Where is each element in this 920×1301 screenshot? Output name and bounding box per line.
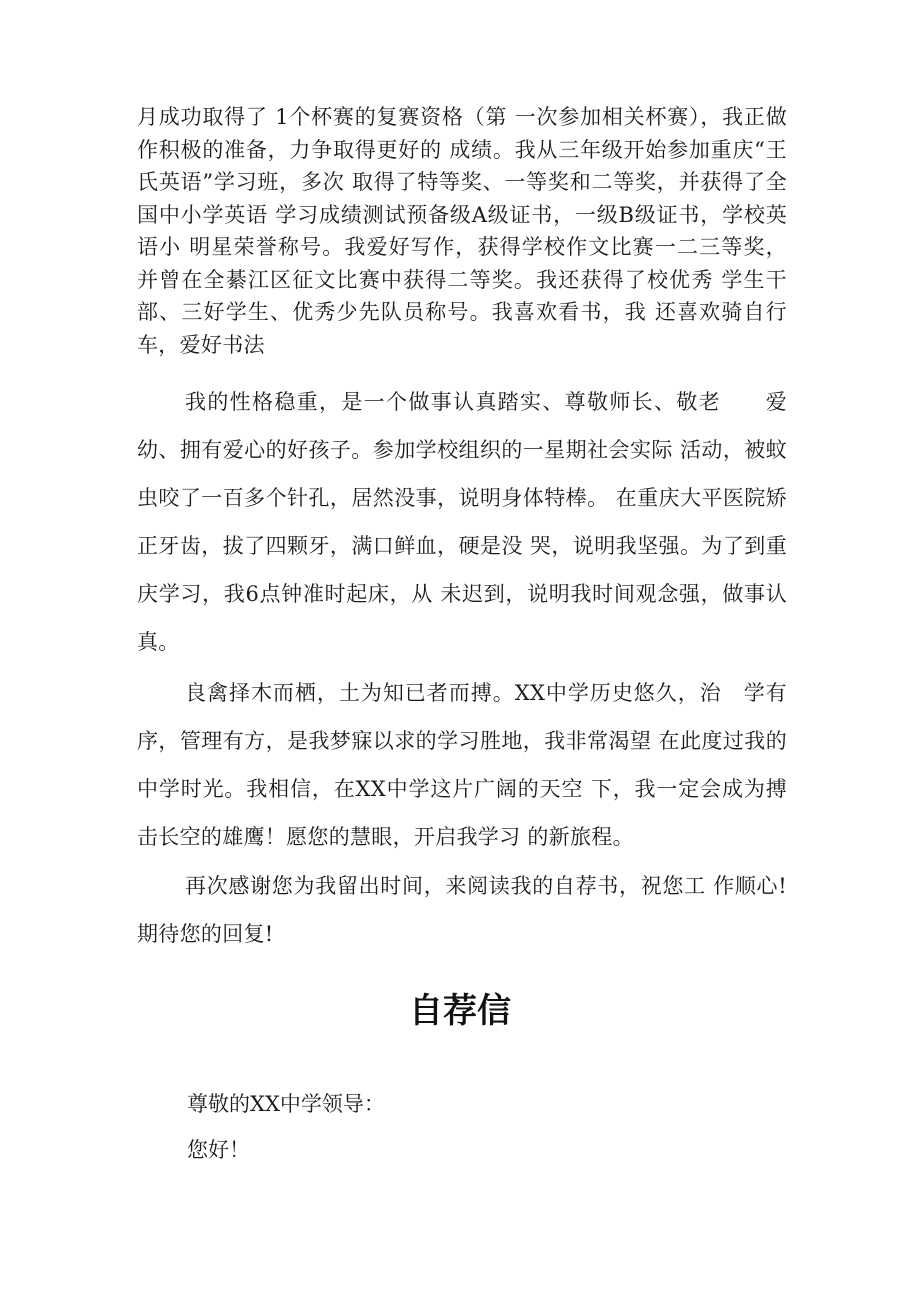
letter-heading: 自荐信 — [409, 991, 511, 1031]
paragraph-closing-thanks: 再次感谢您为我留出时间，来阅读我的自荐书，祝您工 作顺心!期待您的回复! — [137, 874, 787, 946]
paragraph-achievements: 月成功取得了 1个杯赛的复赛资格（第 一次参加相关杯赛），我正做作积极的准备，力争取得更好的 成绩。我从三年级开始参加重庆“王氏英语”学习班，多次 取得了特等奖、一等奖和二等奖，并获得了全国中小学英语 学习成绩测试预备级A级证书，一级B级证书，学校英语小 明星荣誉称号。我爱好写作，获得学校作文比赛一二三等奖， 并曾在全綦江区征文比赛中获得二等奖。我还获得了校优秀 学生干部、三好学生、优秀少先队员称号。我喜欢看书，我 还喜欢骑自行车，爱好书法 — [137, 105, 787, 357]
paragraph-character: 我的性格稳重，是一个做事认真踏实、尊敬师长、敬老 爱幼、拥有爱心的好孩子。参加学校组织的一星期社会实际 活动，被蚊虫咬了一百多个针孔，居然没事，说明身体特棒。 在重庆大平医院矫正牙齿，拔了四颗牙，满口鲜血，硬是没 哭，说明我坚强。为了到重庆学习，我6点钟准时起床，从 未迟到，说明我时间观念强，做事认真。 — [137, 390, 787, 654]
paragraph-school-praise: 良禽择木而栖，土为知已者而搏。XX中学历史悠久，治 学有序，管理有方，是我梦寐以求的学习胜地，我非常渴望 在此度过我的中学时光。我相信，在XX中学这片广阔的天空 下，我一定会成为搏击长空的雄鹰！愿您的慧眼，开启我学习 的新旅程。 — [137, 681, 787, 849]
salutation-line: 尊敬的XX中学领导： — [187, 1092, 385, 1116]
letter-body — [137, 101, 787, 958]
greeting-line: 您好！ — [187, 1138, 250, 1162]
